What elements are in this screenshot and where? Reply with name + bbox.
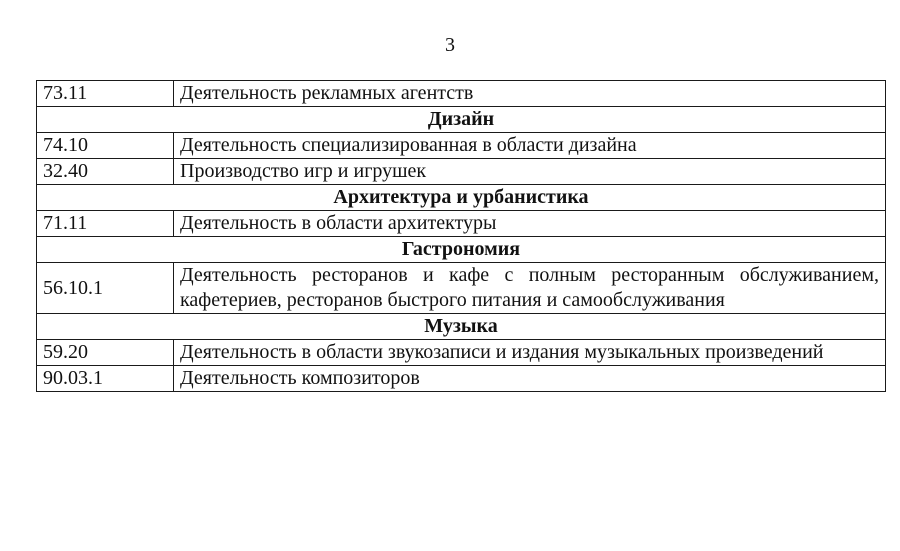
activity-code: 74.10	[37, 133, 174, 159]
activity-code: 59.20	[37, 340, 174, 366]
table-row	[37, 211, 886, 237]
activity-description: Производство игр и игрушек	[174, 159, 886, 185]
table-row	[37, 81, 886, 107]
section-row	[37, 185, 886, 211]
activity-code: 73.11	[37, 81, 174, 107]
okved-table	[36, 80, 886, 392]
activity-description: Деятельность композиторов	[174, 366, 886, 392]
activity-description: Деятельность ресторанов и кафе с полным ресторанным обслуживанием, кафетериев, ресторанов быстрого питания и самообслуживания	[174, 263, 886, 314]
table-row	[37, 159, 886, 185]
table-row	[37, 340, 886, 366]
table-row	[37, 133, 886, 159]
activity-description: Деятельность специализированная в области дизайна	[174, 133, 886, 159]
activity-code: 56.10.1	[37, 263, 174, 314]
section-row	[37, 107, 886, 133]
activity-code: 32.40	[37, 159, 174, 185]
activity-code: 71.11	[37, 211, 174, 237]
table-row	[37, 263, 886, 314]
section-title-design: Дизайн	[37, 107, 886, 133]
section-row	[37, 237, 886, 263]
activity-description: Деятельность в области звукозаписи и издания музыкальных произведений	[174, 340, 886, 366]
activity-description: Деятельность рекламных агентств	[174, 81, 886, 107]
page-number: 3	[445, 34, 455, 56]
section-row	[37, 314, 886, 340]
section-title-music: Музыка	[37, 314, 886, 340]
table-row	[37, 366, 886, 392]
section-title-gastronomy: Гастрономия	[37, 237, 886, 263]
activity-code: 90.03.1	[37, 366, 174, 392]
section-title-architecture: Архитектура и урбанистика	[37, 185, 886, 211]
activity-description: Деятельность в области архитектуры	[174, 211, 886, 237]
